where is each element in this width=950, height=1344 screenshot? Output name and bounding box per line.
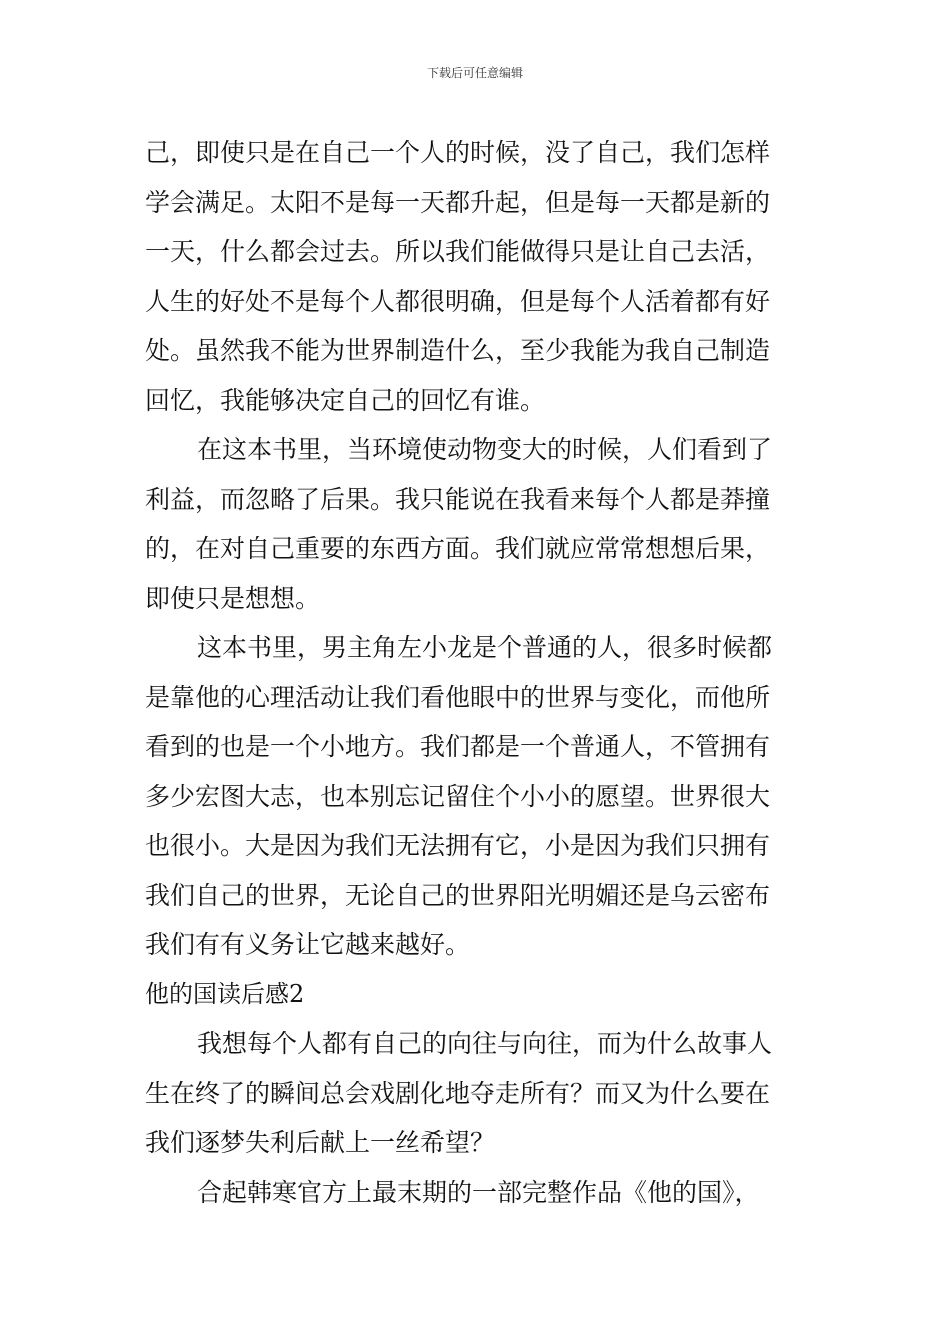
text-line: 合起韩寒官方上最末期的一部完整作品《他的国》， [197, 1177, 760, 1207]
text-line: 我想每个人都有自己的向往与向往，而为什么故事人 [197, 1029, 773, 1058]
text-line: 生在终了的瞬间总会戏剧化地夺走所有？而又为什么要在 [145, 1078, 771, 1108]
page-header: 下载后可任意编辑 [426, 66, 523, 80]
text-line: 这本书里，男主角左小龙是个普通的人，很多时候都 [197, 633, 773, 662]
text-line: 我们自己的世界，无论自己的世界阳光明媚还是乌云密布 [145, 880, 771, 910]
text-line: 即使只是想想。 [145, 583, 321, 613]
text-line: 我们逐梦失利后献上一丝希望？ [145, 1128, 496, 1157]
text-line: 的，在对自己重要的东西方面。我们就应常常想想后果， [145, 534, 771, 563]
section-heading: 他的国读后感2 [145, 979, 305, 1008]
text-line: 回忆，我能够决定自己的回忆有谁。 [145, 385, 546, 415]
text-line: 处。虽然我不能为世界制造什么，至少我能为我自己制造 [145, 336, 771, 365]
body-text [145, 128, 810, 1217]
text-line: 己，即使只是在自己一个人的时候，没了自己，我们怎样 [145, 138, 771, 167]
text-line: 我们有有义务让它越来越好。 [145, 930, 471, 959]
text-line: 是靠他的心理活动让我们看他眼中的世界与变化，而他所 [145, 682, 771, 712]
text-line: 学会满足。太阳不是每一天都升起，但是每一天都是新的 [145, 187, 771, 217]
text-line: 利益，而忽略了后果。我只能说在我看来每个人都是莽撞 [145, 484, 771, 514]
text-line: 在这本书里，当环境使动物变大的时候，人们看到了 [197, 435, 773, 464]
text-line: 也很小。大是因为我们无法拥有它，小是因为我们只拥有 [145, 831, 771, 860]
text-line: 人生的好处不是每个人都很明确，但是每个人活着都有好 [145, 286, 771, 316]
text-line: 多少宏图大志，也本别忘记留住个小小的愿望。世界很大 [145, 781, 771, 811]
text-line: 一天，什么都会过去。所以我们能做得只是让自己去活， [145, 237, 771, 266]
text-line: 看到的也是一个小地方。我们都是一个普通人，不管拥有 [145, 732, 771, 761]
